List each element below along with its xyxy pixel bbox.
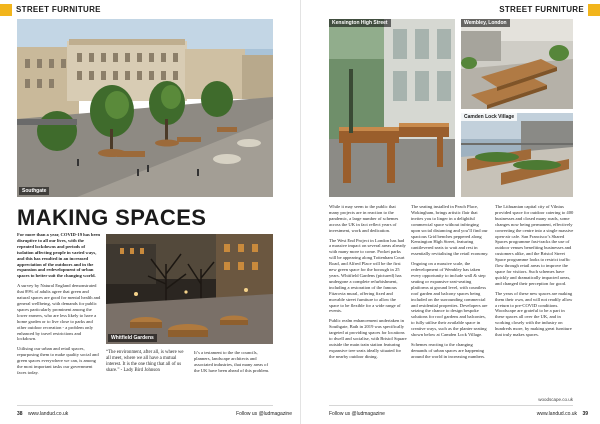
wembley-photo (461, 19, 573, 109)
footer-left (17, 411, 68, 417)
southgate-illustration (17, 19, 273, 197)
paragraph: Schemes reacting to the changing demands of urban spaces are happening around the world in increasing numbers. (411, 341, 486, 359)
page-number: 38 (17, 411, 23, 417)
caption-southgate: Southgate (19, 187, 49, 195)
paragraph: The years of these new spaces are making them their own, and will not readily allow a return to pre-COVID conditions. Woodscape are grateful to be a part in these spaces all over the UK, and in working closely with the industry on hundreds more, by making great furniture that truly makes spaces. (495, 290, 573, 338)
camden-illustration (461, 113, 573, 197)
whitfield-gardens-photo (106, 234, 273, 344)
paragraph: Utilising our urban and retail spaces, repurposing them to make quality social and green spaces everywhere we can, is among the most important tasks our government faces today. (17, 346, 99, 375)
article-title: MAKING SPACES (17, 205, 207, 230)
wembley-illustration (461, 19, 573, 109)
caption-wembley: Wembley, London (461, 19, 510, 27)
footer-follow (236, 411, 292, 417)
footer-divider (329, 405, 573, 406)
paragraph: The Lithuanian capital city of Vilnius provided space for outdoor catering to 400 businesses and closed many roads, some changes now being permanent, effectively converting the centre into a single massive open-air cafe. San Francisco’s Shared Spaces programme fast-tracks the use of outdoor venues benefiting businesses and customers alike, and the Bristol Street Space programme looks to restrict traffic flow through retail areas to improve the space for visitors. Such schemes have quickly and dramatically impacted areas, and changed their perception for good. (495, 204, 574, 286)
text-column-3 (411, 204, 489, 364)
southgate-photo (17, 19, 273, 197)
social-link[interactable]: Follow us @ludmagazine (329, 411, 385, 417)
text-column-4 (495, 204, 575, 342)
kensington-illustration (329, 19, 455, 197)
footer-divider (17, 405, 273, 406)
source-credit[interactable]: woodscape.co.uk (538, 397, 573, 402)
caption-whitfield: Whitfield Gardens (108, 334, 157, 342)
page-number: 39 (582, 411, 588, 417)
pull-quote: “The environment, after all, is where we all meet, where we all have a mutual interest. It is the one thing that all of us share.” - Lady Bird Johnson (106, 350, 184, 373)
social-link[interactable]: Follow us @ludmagazine (236, 411, 292, 417)
section-label: STREET FURNITURE (499, 5, 584, 14)
intro-paragraph: For more than a year, COVID-19 has been disruptive to all our lives, with the repeated lockdowns and periods of isolation affecting people in varied ways, and this has resulted in an increased appreciation of the outdoors and in the expansion and redevelopment of urban spaces to better suit the changing world. (17, 232, 101, 279)
footer-follow (329, 411, 385, 417)
site-link[interactable]: www.landud.co.uk (536, 411, 578, 417)
header-accent-bar (588, 4, 600, 16)
site-link[interactable]: www.landud.co.uk (27, 411, 69, 417)
text-column-2 (329, 204, 407, 364)
caption-kensington: Kensington High Street (329, 19, 391, 27)
paragraph: The West End Project in London has had a massive impact on several areas already with many more to come. Pocket parks will be appearing along Tottenham Court Road, and Alfred Place will be the first new green space for the borough in 25 years. Whitfield Gardens (pictured) has undergone a complete refurbishment, including a restoration of the famous Fitzrovia mural, offering fixed and movable street furniture to allow the space to be flexible for a wide range of events. (329, 237, 406, 314)
paragraph: While it may seem to the public that many projects are in reaction to the pandemic, a large number of schemes across the UK in fact reflect years of investment, work and dedication. (329, 204, 399, 233)
paragraph: Ongoing on a massive scale, the redevelopment of Wembley has taken every opportunity to include wall & step seating or expansive seat-seating platforms at ground level, with countless roof garden and balcony spaces being included on the surrounding commercial and residential properties. Developers are seizing the chance to design bespoke solutions for roof gardens and balconies, to fully utilise their available space in creative ways, such as the planter seating shown below at Camden Lock Village. (411, 261, 488, 338)
caption-camden: Camden Lock Village (461, 113, 517, 121)
right-page (300, 0, 600, 424)
paragraph: It’s a testament to the the councils, planners, landscape architects and associated industries, that many areas of the UK have been ahead of this problem. (194, 350, 270, 373)
kensington-photo (329, 19, 455, 197)
paragraph: A survey by Natural England demonstrated that 89% of adults agree that green and natural spaces are good for mental health and general wellbeing, with demands for public spaces particularly prominent among the lower earners, who are less likely to have a home garden or to live close to parks and other outdoor recreation - a problem only enhanced by travel restrictions and lockdown. (17, 283, 101, 342)
header-accent-bar (0, 4, 12, 16)
paragraph: Public realm enhancement undertaken in Southgate, Bath in 2019 was specifically targeted at providing spaces for locations to dwell and socialise, with Bristol Square outside the main train station featuring expansive tree seats ideally situated for the nearby outdoor dining. (329, 318, 407, 359)
whitfield-illustration (106, 234, 273, 344)
paragraph: The seating installed in Peach Place, Wokingham, brings artistic flair that invites you to linger in a delightful commercial space without infringing upon social distancing and you’ll find our spacious Grid benches peppered along Kensington High Street, featuring cantilevered seats to wait and rest in essentially revitalising the retail economy. (411, 204, 489, 257)
section-label: STREET FURNITURE (16, 5, 101, 14)
text-column-1b (194, 350, 274, 378)
footer-right (537, 411, 588, 417)
camden-photo (461, 113, 573, 197)
text-column-1 (17, 232, 101, 380)
